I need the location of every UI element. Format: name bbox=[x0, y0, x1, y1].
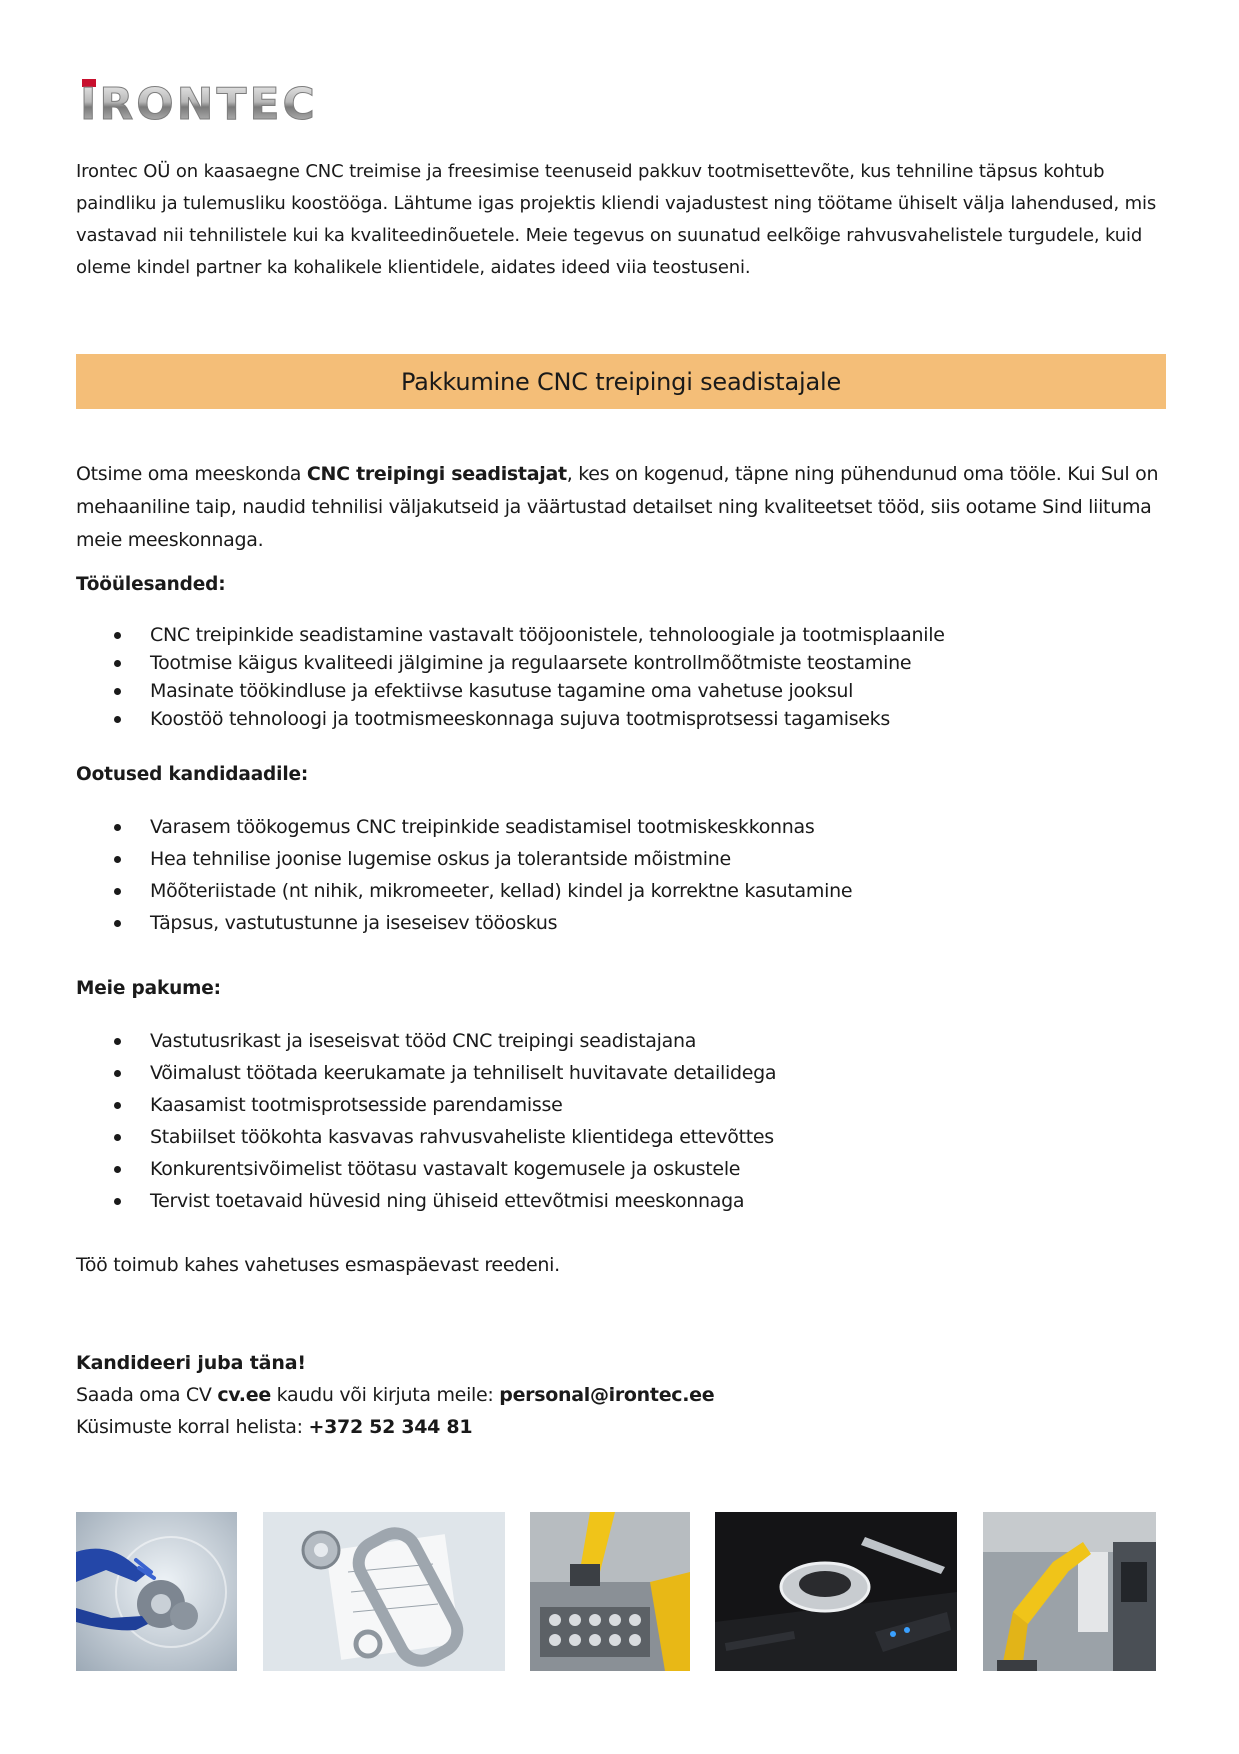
tasks-list bbox=[0, 621, 945, 733]
svg-text:IRONTEC: IRONTEC bbox=[80, 79, 318, 124]
apply-cta: Kandideeri juba täna! bbox=[76, 1352, 306, 1374]
contact-text: Küsimuste korral helista: bbox=[76, 1416, 309, 1438]
photo-robot-arm-cnc-cell bbox=[983, 1512, 1156, 1671]
list-item: Varasem töökogemus CNC treipinkide seadistamisel tootmiskeskkonnas bbox=[0, 811, 852, 843]
list-item: Kaasamist tootmisprotsesside parendamisse bbox=[0, 1089, 776, 1121]
lead-text-end: , kes on kogenud, täpne ning pühendunud oma tööle. Kui Sul on mehaaniline taip, naudid tehnilisi väljakutseid ja väärtustad detailset ning kvaliteetset tööd, siis ootame Sind liituma meie meeskonnaga. bbox=[76, 463, 1159, 551]
photo-machined-parts-drawing bbox=[263, 1512, 505, 1671]
list-item: CNC treipinkide seadistamine vastavalt tööjoonistele, tehnoloogiale ja tootmisplaanile bbox=[0, 621, 945, 649]
company-logo bbox=[78, 76, 368, 124]
contact-text: kaudu või kirjuta meile: bbox=[270, 1384, 500, 1406]
list-item: Mõõteriistade (nt nihik, mikromeeter, kellad) kindel ja korrektne kasutamine bbox=[0, 875, 852, 907]
offer-title-banner bbox=[76, 354, 1166, 409]
list-item: Vastutusrikast ja iseseisvat tööd CNC treipingi seadistajana bbox=[0, 1025, 776, 1057]
list-item: Koostöö tehnoloogi ja tootmismeeskonnaga sujuva tootmisprotsessi tagamiseks bbox=[0, 705, 945, 733]
email-link[interactable]: personal@irontec.ee bbox=[499, 1384, 715, 1406]
list-item: Täpsus, vastutustunne ja iseseisev tööoskus bbox=[0, 907, 852, 939]
offer-title: Pakkumine CNC treipingi seadistajale bbox=[400, 367, 842, 396]
contact-text: Saada oma CV bbox=[76, 1384, 218, 1406]
list-item: Võimalust töötada keerukamate ja tehniliselt huvitavate detailidega bbox=[0, 1057, 776, 1089]
list-item: Hea tehnilise joonise lugemise oskus ja tolerantside mõistmine bbox=[0, 843, 852, 875]
cv-site-link[interactable]: cv.ee bbox=[217, 1384, 271, 1406]
photo-robot-hands-gears bbox=[76, 1512, 237, 1671]
list-item: Stabiilset töökohta kasvavas rahvusvaheliste klientidega ettevõttes bbox=[0, 1121, 776, 1153]
photo-precision-ring-caliper bbox=[715, 1512, 957, 1671]
expectations-list bbox=[0, 811, 852, 939]
offer-lead bbox=[76, 458, 1176, 557]
expectations-heading: Ootused kandidaadile: bbox=[76, 764, 309, 785]
photo-robot-arm-parts-tray bbox=[530, 1512, 690, 1671]
benefits-list bbox=[0, 1025, 776, 1217]
contact-line-cv bbox=[76, 1384, 714, 1406]
list-item: Tervist toetavaid hüvesid ning ühiseid ettevõtmisi meeskonnaga bbox=[0, 1185, 776, 1217]
lead-text-start: Otsime oma meeskonda bbox=[76, 463, 307, 485]
contact-line-phone bbox=[76, 1416, 472, 1438]
phone-link[interactable]: +372 52 344 81 bbox=[308, 1416, 473, 1438]
list-item: Tootmise käigus kvaliteedi jälgimine ja regulaarsete kontrollmõõtmiste teostamine bbox=[0, 649, 945, 677]
schedule-text: Töö toimub kahes vahetuses esmaspäevast reedeni. bbox=[76, 1254, 560, 1276]
tasks-heading: Tööülesanded: bbox=[76, 574, 226, 595]
lead-position: CNC treipingi seadistajat bbox=[306, 463, 567, 485]
benefits-heading: Meie pakume: bbox=[76, 978, 221, 999]
list-item: Masinate töökindluse ja efektiivse kasutuse tagamine oma vahetuse jooksul bbox=[0, 677, 945, 705]
company-intro: Irontec OÜ on kaasaegne CNC treimise ja freesimise teenuseid pakkuv tootmisettevõte, kus tehniline täpsus kohtub paindliku ja tulemusliku koostööga. Lähtume igas projektis kliendi vajadustest ning töötame ühiselt välja lahendused, mis vastavad nii tehnilistele kui ka kvaliteedinõuetele. Meie tegevus on suunatud eelkõige rahvusvahelistele turgudele, kuid oleme kindel partner ka kohalikele klientidele, aidates ideed viia teostuseni. bbox=[76, 161, 1157, 278]
list-item: Konkurentsivõimelist töötasu vastavalt kogemusele ja oskustele bbox=[0, 1153, 776, 1185]
